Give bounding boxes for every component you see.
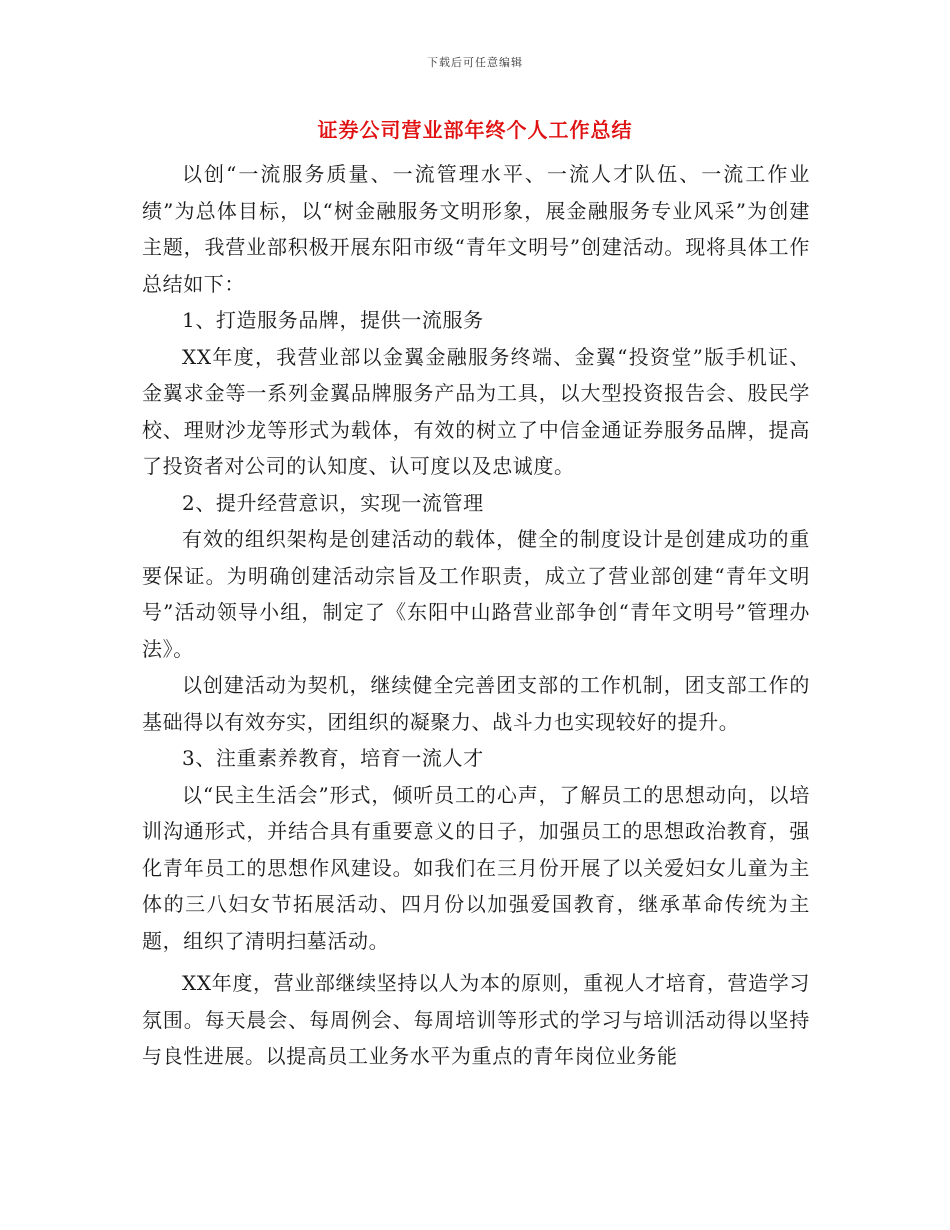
- paragraph-youth-league: 以创建活动为契机，继续健全完善团支部的工作机制，团支部工作的基础得以有效夯实，团组织的凝聚力、战斗力也实现较好的提升。: [142, 673, 810, 734]
- section-heading-1: 1、打造服务品牌，提供一流服务: [182, 308, 484, 332]
- header-note: 下载后可任意编辑: [427, 56, 523, 69]
- document-body: [142, 156, 810, 1075]
- section-heading-3: 3、注重素养教育，培育一流人才: [182, 746, 484, 770]
- section-heading-2: 2、提升经营意识，实现一流管理: [182, 490, 484, 515]
- paragraph-organization: 有效的组织架构是创建活动的载体，健全的制度设计是创建成功的重要保证。为明确创建活动宗旨及工作职责，成立了营业部创建“青年文明号”活动领导小组，制定了《东阳中山路营业部争创“青年文明号”管理办法》。: [142, 527, 810, 661]
- paragraph-education: 以“民主生活会”形式，倾听员工的心声，了解员工的思想动向，以培训沟通形式，并结合具有重要意义的日子，加强员工的思想政治教育，强化青年员工的思想作风建设。如我们在三月份开展了以关爱妇女儿童为主体的三八妇女节拓展活动、四月份以加强爱国教育，继承革命传统为主题，组织了清明扫墓活动。: [142, 782, 810, 953]
- document-title: 证券公司营业部年终个人工作总结: [317, 118, 633, 142]
- paragraph-intro: 以创“一流服务质量、一流管理水平、一流人才队伍、一流工作业绩”为总体目标，以“树金融服务文明形象，展金融服务专业风采”为创建主题，我营业部积极开展东阳市级“青年文明号”创建活动。现将具体工作总结如下：: [142, 162, 810, 296]
- paragraph-service-brand: XX年度，我营业部以金翼金融服务终端、金翼“投资堂”版手机证、金翼求金等一系列金翼品牌服务产品为工具，以大型投资报告会、股民学校、理财沙龙等形式为载体，有效的树立了中信金通证券服务品牌，提高了投资者对公司的认知度、认可度以及忠诚度。: [142, 344, 810, 478]
- paragraph-talent: XX年度，营业部继续坚持以人为本的原则，重视人才培育，营造学习氛围。每天晨会、每周例会、每周培训等形式的学习与培训活动得以坚持与良性进展。以提高员工业务水平为重点的青年岗位业务能: [142, 971, 810, 1068]
